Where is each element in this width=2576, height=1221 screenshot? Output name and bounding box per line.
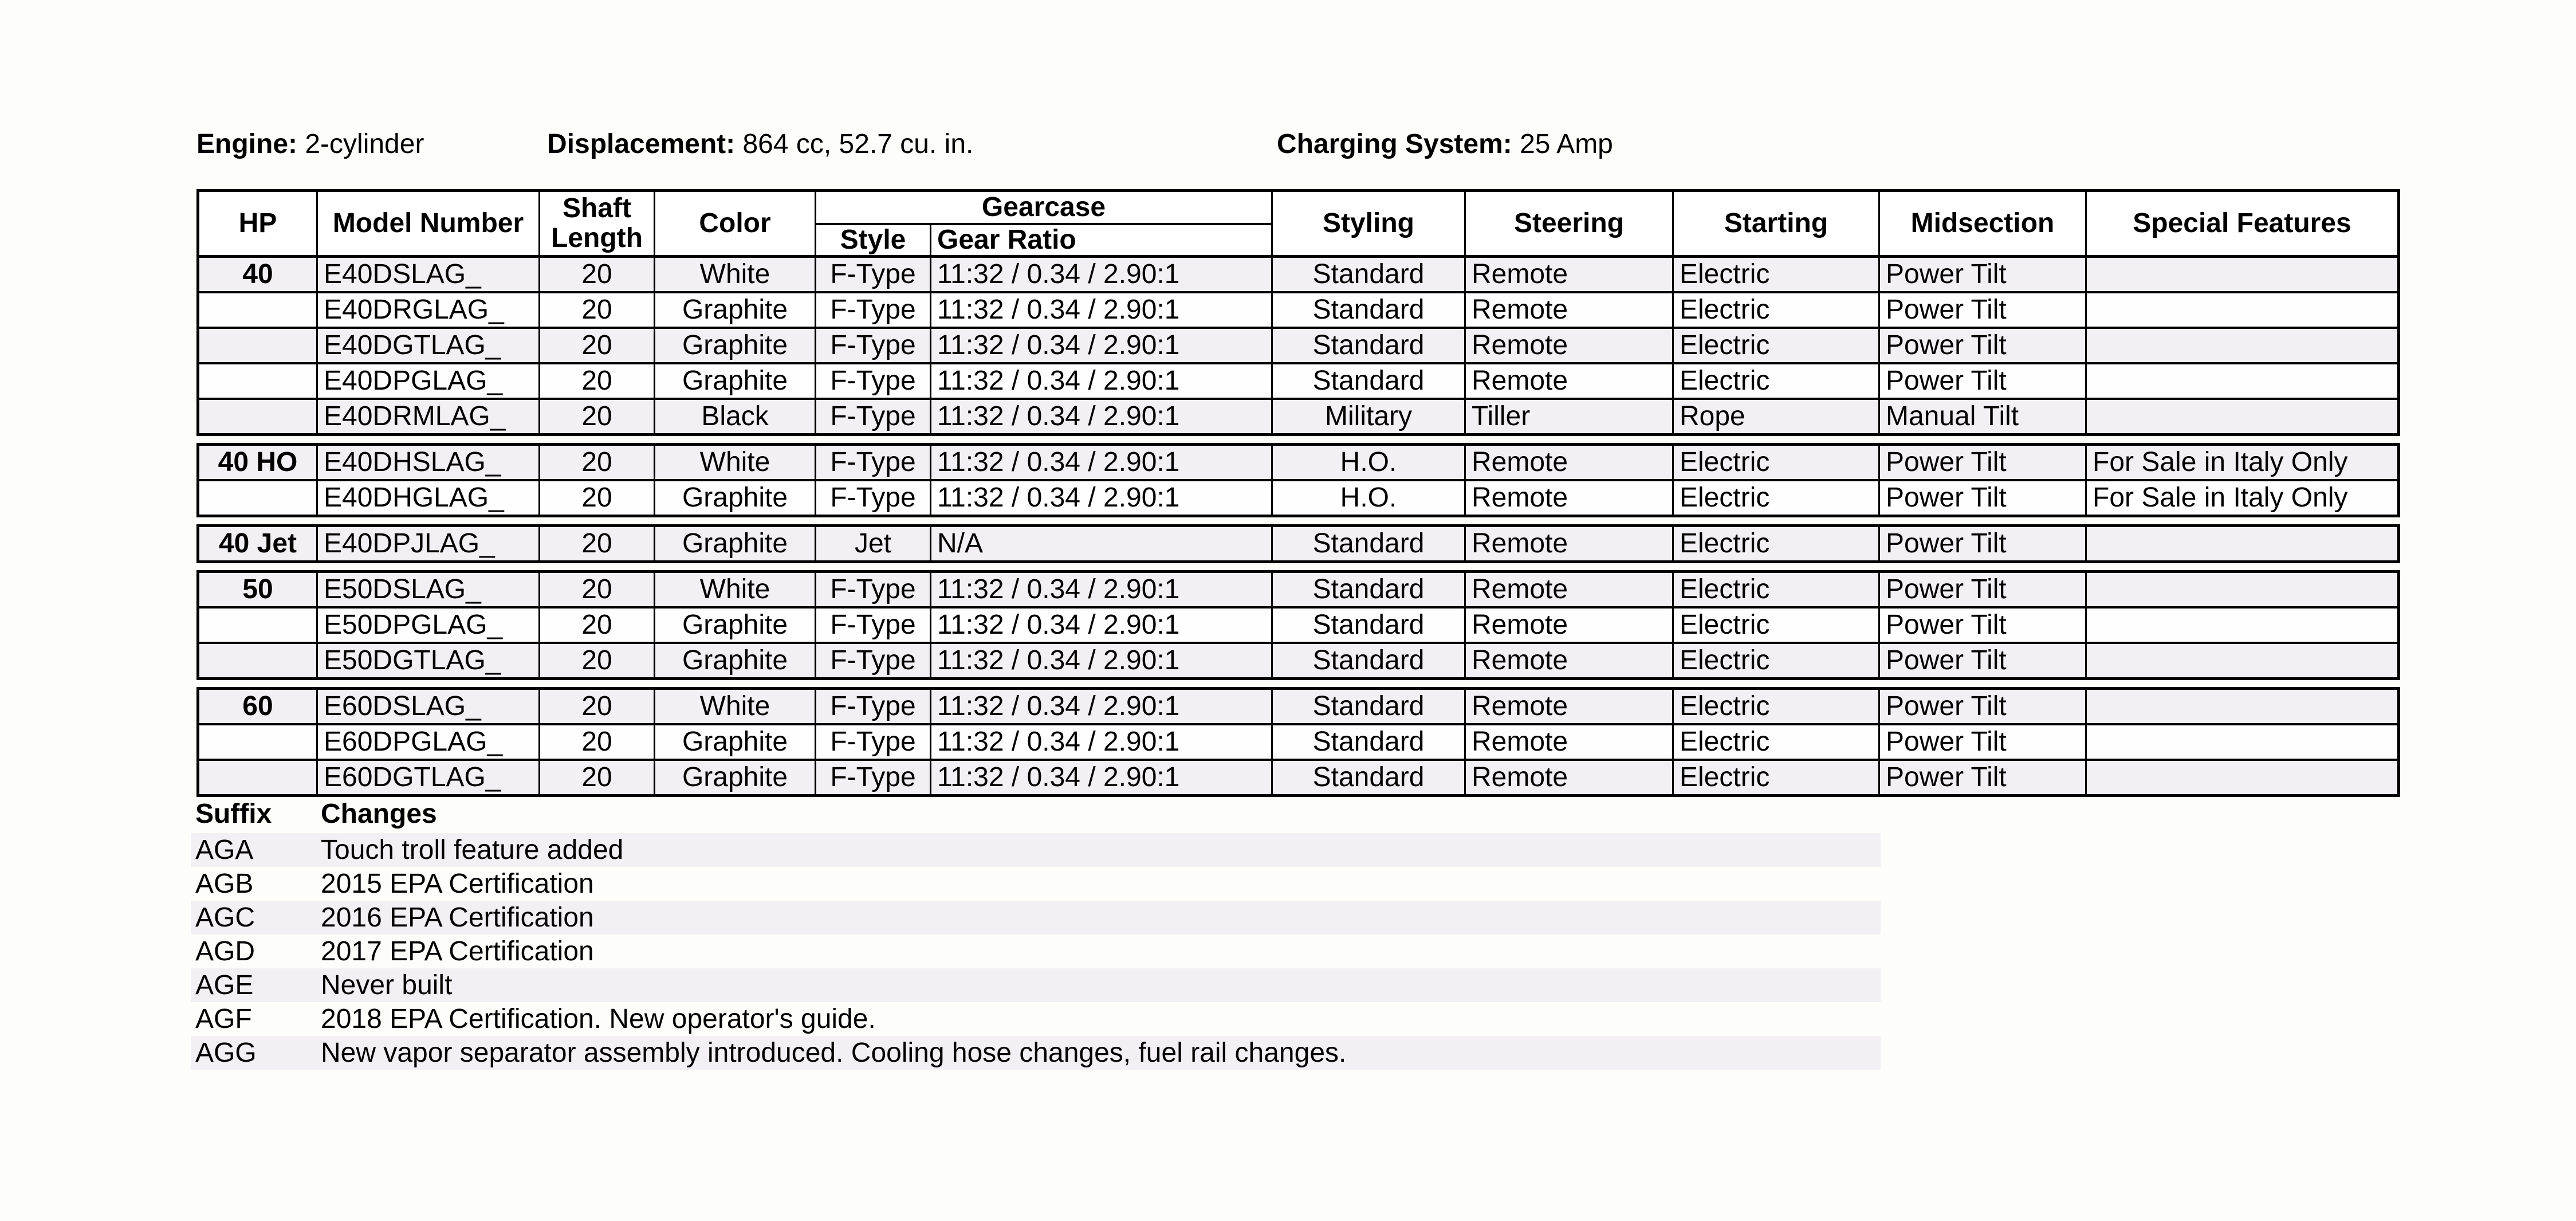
cell-gear-ratio: 11:32 / 0.34 / 2.90:1	[931, 607, 1272, 643]
cell-midsection: Power Tilt	[1879, 363, 2086, 399]
suffix-row	[191, 1002, 1881, 1036]
cell-hp	[198, 328, 317, 363]
cell-special-features	[2086, 526, 2399, 562]
cell-style: Jet	[816, 526, 931, 562]
cell-gear-ratio: 11:32 / 0.34 / 2.90:1	[931, 292, 1272, 328]
cell-style: F-Type	[816, 445, 931, 481]
cell-styling: Standard	[1272, 258, 1465, 292]
cell-hp	[198, 363, 317, 399]
spec-table-groups	[196, 258, 2431, 797]
cell-gear-ratio: 11:32 / 0.34 / 2.90:1	[931, 363, 1272, 399]
cell-steering: Remote	[1465, 258, 1673, 292]
cell-shaft-length: 20	[540, 572, 655, 608]
charging-system-label: Charging System:	[1277, 129, 1512, 159]
cell-starting: Rope	[1673, 399, 1879, 435]
cell-midsection: Power Tilt	[1879, 607, 2086, 643]
cell-midsection: Manual Tilt	[1879, 399, 2086, 435]
cell-gear-ratio: N/A	[931, 526, 1272, 562]
cell-starting: Electric	[1673, 258, 1879, 292]
suffix-section	[191, 798, 1881, 1070]
cell-style: F-Type	[816, 399, 931, 435]
suffix-code: AGG	[195, 1038, 257, 1068]
suffix-change-description: 2015 EPA Certification	[321, 869, 594, 899]
suffix-change-description: 2016 EPA Certification	[321, 902, 594, 933]
cell-shaft-length: 20	[540, 445, 655, 481]
cell-special-features	[2086, 689, 2399, 725]
column-header-special-features: Special Features	[2086, 191, 2399, 257]
cell-shaft-length: 20	[540, 258, 655, 292]
suffix-section-header	[191, 798, 1881, 833]
cell-gear-ratio: 11:32 / 0.34 / 2.90:1	[931, 760, 1272, 796]
cell-special-features	[2086, 328, 2399, 363]
cell-shaft-length: 20	[540, 526, 655, 562]
cell-gear-ratio: 11:32 / 0.34 / 2.90:1	[931, 258, 1272, 292]
charging-system-value: 25 Amp	[1520, 129, 1613, 159]
suffix-change-description: New vapor separator assembly introduced. Cooling hose changes, fuel rail changes.	[321, 1038, 1347, 1068]
cell-shaft-length: 20	[540, 328, 655, 363]
cell-color: White	[655, 445, 816, 481]
table-row	[198, 480, 2399, 516]
cell-special-features	[2086, 724, 2399, 760]
cell-style: F-Type	[816, 572, 931, 608]
cell-midsection: Power Tilt	[1879, 572, 2086, 608]
displacement-value: 864 cc, 52.7 cu. in.	[742, 129, 974, 159]
cell-hp: 50	[198, 572, 317, 608]
suffix-code: AGB	[195, 869, 254, 899]
cell-color: Graphite	[655, 363, 816, 399]
cell-midsection: Power Tilt	[1879, 328, 2086, 363]
cell-shaft-length: 20	[540, 689, 655, 725]
cell-color: Graphite	[655, 328, 816, 363]
cell-midsection: Power Tilt	[1879, 526, 2086, 562]
cell-hp	[198, 480, 317, 516]
cell-color: Graphite	[655, 760, 816, 796]
cell-hp	[198, 399, 317, 435]
table-row	[198, 399, 2399, 435]
cell-special-features	[2086, 292, 2399, 328]
suffix-code: AGE	[195, 970, 254, 1000]
suffix-change-description: 2017 EPA Certification	[321, 936, 594, 967]
cell-shaft-length: 20	[540, 643, 655, 679]
cell-style: F-Type	[816, 689, 931, 725]
cell-starting: Electric	[1673, 292, 1879, 328]
cell-styling: H.O.	[1272, 480, 1465, 516]
cell-color: Graphite	[655, 643, 816, 679]
cell-gear-ratio: 11:32 / 0.34 / 2.90:1	[931, 480, 1272, 516]
cell-model-number: E40DHSLAG_	[317, 445, 540, 481]
cell-color: White	[655, 258, 816, 292]
cell-shaft-length: 20	[540, 480, 655, 516]
cell-styling: Standard	[1272, 760, 1465, 796]
cell-model-number: E50DGTLAG_	[317, 643, 540, 679]
displacement-label: Displacement:	[547, 129, 736, 159]
cell-color: Graphite	[655, 526, 816, 562]
engine-info-line	[196, 128, 2431, 165]
cell-special-features: For Sale in Italy Only	[2086, 445, 2399, 481]
cell-shaft-length: 20	[540, 363, 655, 399]
cell-steering: Remote	[1465, 607, 1673, 643]
cell-style: F-Type	[816, 480, 931, 516]
column-header-color: Color	[655, 191, 816, 257]
cell-style: F-Type	[816, 643, 931, 679]
suffix-column-header: Suffix	[195, 799, 272, 829]
table-row	[198, 258, 2399, 292]
cell-styling: Standard	[1272, 363, 1465, 399]
cell-color: Black	[655, 399, 816, 435]
cell-color: Graphite	[655, 724, 816, 760]
charging-system-spec	[1277, 128, 1613, 160]
column-header-gear-ratio: Gear Ratio	[931, 224, 1272, 257]
suffix-row	[191, 833, 1881, 867]
cell-hp: 60	[198, 689, 317, 725]
cell-steering: Remote	[1465, 760, 1673, 796]
suffix-change-description: Touch troll feature added	[321, 835, 624, 865]
cell-style: F-Type	[816, 258, 931, 292]
cell-style: F-Type	[816, 760, 931, 796]
table-row	[198, 445, 2399, 481]
cell-steering: Tiller	[1465, 399, 1673, 435]
table-row	[198, 572, 2399, 608]
cell-color: Graphite	[655, 292, 816, 328]
cell-hp	[198, 643, 317, 679]
cell-styling: Standard	[1272, 572, 1465, 608]
cell-midsection: Power Tilt	[1879, 445, 2086, 481]
cell-model-number: E40DHGLAG_	[317, 480, 540, 516]
cell-hp	[198, 724, 317, 760]
cell-style: F-Type	[816, 607, 931, 643]
column-header-midsection: Midsection	[1879, 191, 2086, 257]
table-row	[198, 607, 2399, 643]
cell-color: White	[655, 572, 816, 608]
cell-starting: Electric	[1673, 480, 1879, 516]
cell-model-number: E60DGTLAG_	[317, 760, 540, 796]
suffix-change-description: Never built	[321, 970, 453, 1000]
cell-shaft-length: 20	[540, 399, 655, 435]
suffix-code: AGD	[195, 936, 255, 967]
cell-style: F-Type	[816, 292, 931, 328]
cell-model-number: E50DPGLAG_	[317, 607, 540, 643]
cell-style: F-Type	[816, 328, 931, 363]
cell-starting: Electric	[1673, 643, 1879, 679]
cell-model-number: E40DPGLAG_	[317, 363, 540, 399]
cell-styling: Standard	[1272, 292, 1465, 328]
cell-shaft-length: 20	[540, 292, 655, 328]
cell-styling: Standard	[1272, 526, 1465, 562]
suffix-code: AGF	[195, 1004, 252, 1034]
spec-table-group-40	[196, 258, 2400, 436]
column-header-starting: Starting	[1673, 191, 1879, 257]
cell-steering: Remote	[1465, 328, 1673, 363]
cell-shaft-length: 20	[540, 724, 655, 760]
spec-table-group-60	[196, 687, 2400, 797]
cell-shaft-length: 20	[540, 760, 655, 796]
displacement-spec	[547, 128, 973, 160]
cell-styling: H.O.	[1272, 445, 1465, 481]
cell-hp	[198, 760, 317, 796]
header-row-top	[198, 191, 2399, 225]
cell-steering: Remote	[1465, 724, 1673, 760]
cell-starting: Electric	[1673, 689, 1879, 725]
table-row	[198, 292, 2399, 328]
cell-steering: Remote	[1465, 689, 1673, 725]
cell-model-number: E60DPGLAG_	[317, 724, 540, 760]
column-header-shaft-length: Shaft Length	[540, 191, 655, 257]
table-row	[198, 363, 2399, 399]
cell-style: F-Type	[816, 363, 931, 399]
cell-model-number: E40DRMLAG_	[317, 399, 540, 435]
cell-hp: 40 Jet	[198, 526, 317, 562]
cell-color: White	[655, 689, 816, 725]
column-header-styling: Styling	[1272, 191, 1465, 257]
cell-midsection: Power Tilt	[1879, 689, 2086, 725]
engine-value: 2-cylinder	[305, 129, 424, 159]
cell-steering: Remote	[1465, 526, 1673, 562]
cell-starting: Electric	[1673, 363, 1879, 399]
suffix-row	[191, 968, 1881, 1002]
table-row	[198, 724, 2399, 760]
cell-special-features	[2086, 607, 2399, 643]
cell-hp: 40 HO	[198, 445, 317, 481]
suffix-row	[191, 1036, 1881, 1070]
cell-model-number: E40DSLAG_	[317, 258, 540, 292]
cell-midsection: Power Tilt	[1879, 643, 2086, 679]
column-header-model-number: Model Number	[317, 191, 540, 257]
cell-model-number: E40DRGLAG_	[317, 292, 540, 328]
cell-starting: Electric	[1673, 328, 1879, 363]
cell-starting: Electric	[1673, 724, 1879, 760]
spec-table-header	[196, 189, 2400, 258]
column-header-steering: Steering	[1465, 191, 1673, 257]
cell-hp: 40	[198, 258, 317, 292]
cell-gear-ratio: 11:32 / 0.34 / 2.90:1	[931, 724, 1272, 760]
suffix-row	[191, 867, 1881, 901]
cell-steering: Remote	[1465, 445, 1673, 481]
table-row	[198, 643, 2399, 679]
cell-styling: Standard	[1272, 607, 1465, 643]
cell-style: F-Type	[816, 724, 931, 760]
cell-special-features	[2086, 363, 2399, 399]
table-row	[198, 328, 2399, 363]
cell-color: Graphite	[655, 480, 816, 516]
cell-gear-ratio: 11:32 / 0.34 / 2.90:1	[931, 689, 1272, 725]
cell-special-features	[2086, 643, 2399, 679]
spec-table-group-50	[196, 570, 2400, 680]
column-header-gearcase: Gearcase	[816, 191, 1272, 225]
cell-gear-ratio: 11:32 / 0.34 / 2.90:1	[931, 399, 1272, 435]
suffix-list	[191, 833, 1881, 1070]
cell-gear-ratio: 11:32 / 0.34 / 2.90:1	[931, 328, 1272, 363]
cell-styling: Standard	[1272, 328, 1465, 363]
spec-table-group-40-jet	[196, 524, 2400, 563]
cell-styling: Standard	[1272, 724, 1465, 760]
cell-model-number: E50DSLAG_	[317, 572, 540, 608]
cell-special-features	[2086, 399, 2399, 435]
table-row	[198, 760, 2399, 796]
spec-table-group-40-ho	[196, 443, 2400, 517]
cell-midsection: Power Tilt	[1879, 292, 2086, 328]
suffix-row	[191, 901, 1881, 935]
cell-starting: Electric	[1673, 526, 1879, 562]
cell-steering: Remote	[1465, 363, 1673, 399]
cell-starting: Electric	[1673, 572, 1879, 608]
suffix-code: AGC	[195, 902, 255, 933]
cell-gear-ratio: 11:32 / 0.34 / 2.90:1	[931, 572, 1272, 608]
cell-special-features	[2086, 760, 2399, 796]
column-header-hp: HP	[198, 191, 317, 257]
spec-table-section	[196, 189, 2431, 797]
cell-model-number: E40DPJLAG_	[317, 526, 540, 562]
cell-model-number: E40DGTLAG_	[317, 328, 540, 363]
cell-midsection: Power Tilt	[1879, 724, 2086, 760]
cell-gear-ratio: 11:32 / 0.34 / 2.90:1	[931, 445, 1272, 481]
engine-label: Engine:	[196, 129, 297, 159]
table-row	[198, 689, 2399, 725]
cell-color: Graphite	[655, 607, 816, 643]
cell-special-features	[2086, 572, 2399, 608]
cell-steering: Remote	[1465, 643, 1673, 679]
cell-starting: Electric	[1673, 607, 1879, 643]
cell-steering: Remote	[1465, 480, 1673, 516]
cell-steering: Remote	[1465, 292, 1673, 328]
suffix-change-description: 2018 EPA Certification. New operator's guide.	[321, 1004, 876, 1034]
cell-hp	[198, 292, 317, 328]
cell-special-features	[2086, 258, 2399, 292]
engine-spec	[196, 128, 424, 160]
cell-steering: Remote	[1465, 572, 1673, 608]
cell-midsection: Power Tilt	[1879, 258, 2086, 292]
cell-gear-ratio: 11:32 / 0.34 / 2.90:1	[931, 643, 1272, 679]
cell-model-number: E60DSLAG_	[317, 689, 540, 725]
cell-special-features: For Sale in Italy Only	[2086, 480, 2399, 516]
cell-starting: Electric	[1673, 445, 1879, 481]
cell-midsection: Power Tilt	[1879, 760, 2086, 796]
cell-styling: Standard	[1272, 689, 1465, 725]
cell-midsection: Power Tilt	[1879, 480, 2086, 516]
cell-hp	[198, 607, 317, 643]
changes-column-header: Changes	[321, 799, 437, 829]
cell-styling: Standard	[1272, 643, 1465, 679]
cell-starting: Electric	[1673, 760, 1879, 796]
suffix-code: AGA	[195, 835, 254, 865]
cell-styling: Military	[1272, 399, 1465, 435]
suffix-row	[191, 935, 1881, 968]
cell-shaft-length: 20	[540, 607, 655, 643]
column-header-style: Style	[816, 224, 931, 257]
table-row	[198, 526, 2399, 562]
